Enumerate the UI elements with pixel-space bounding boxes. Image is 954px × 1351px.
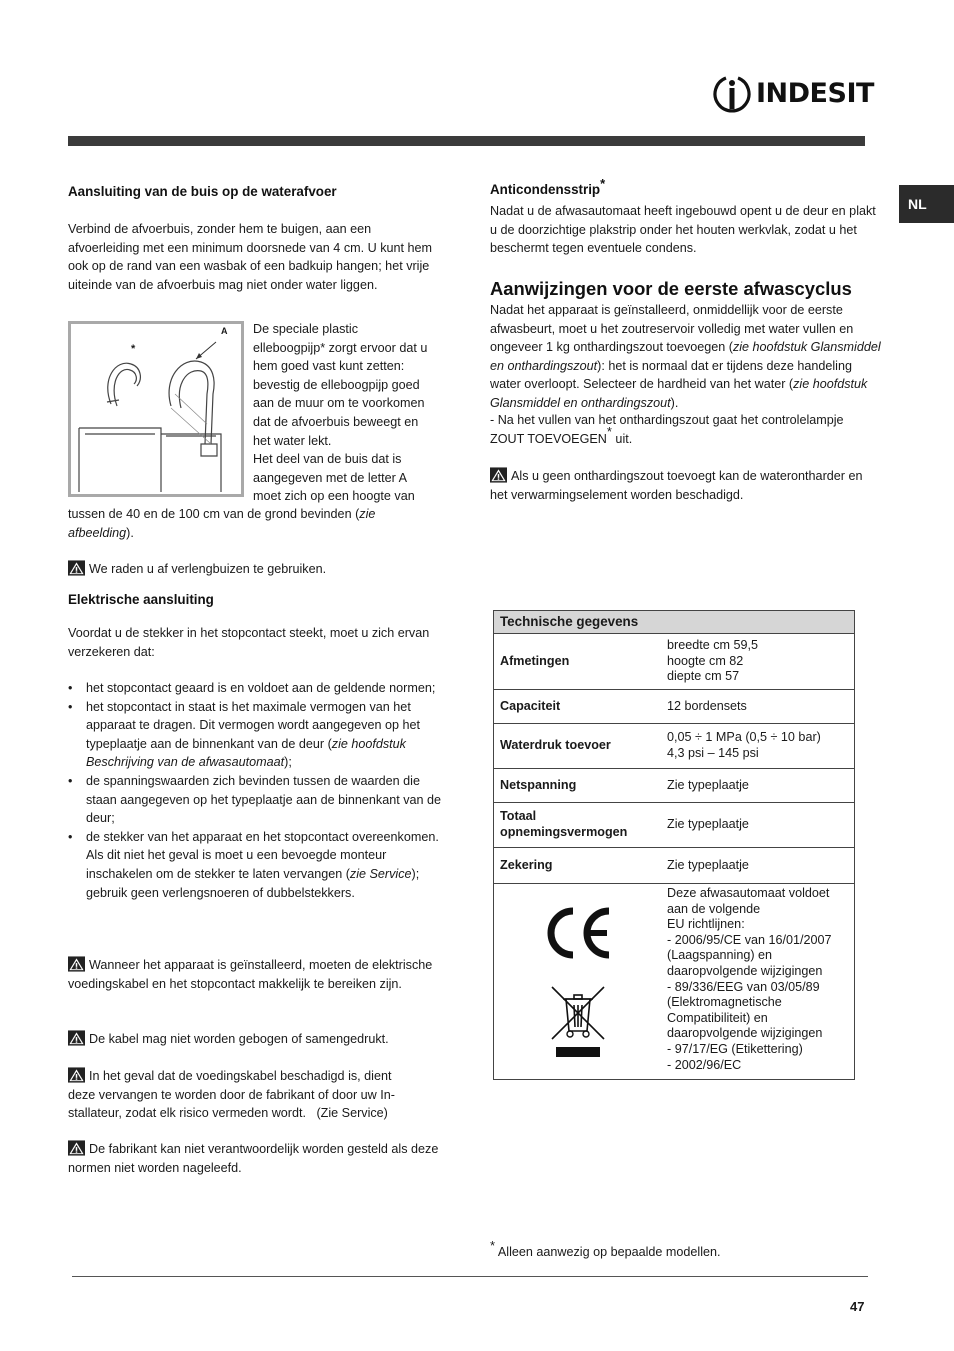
electric-intro: Voordat u de stekker in het stopcontact steekt, moet u zich ervan verzekeren dat: xyxy=(68,626,430,659)
section-title-drain: Aansluiting van de buis op de waterafvoer xyxy=(68,184,337,199)
warning-icon xyxy=(68,1030,85,1046)
anticondens-paragraph: Nadat u de afwasautomaat heeft ingebouwd opent u de deur en plakt u de doorzichtige plakstrip onder het houten werkvlak, zodat u het beschermt tegen eventuele condens. xyxy=(490,204,876,256)
drain-paragraph: Verbind de afvoerbuis, zonder hem te buigen, aan een afvoerleiding met een minimum doorsnede van 4 cm. U kunt hem ook op de rand van een wasbak of een badkuip hangen; het vrije uiteinde van de afvoerbuis mag niet onder water liggen. xyxy=(68,222,432,292)
list-item: • de spanningswaarden zich bevinden tussen de waarden die staan aangegeven op het typeplaatje aan de binnenkant van de deur; xyxy=(68,772,446,828)
footnote: * Alleen aanwezig op bepaalde modellen. xyxy=(490,1237,721,1259)
figure-caption xyxy=(253,320,453,506)
warning-icon xyxy=(68,560,85,576)
section-title-anticondens: Anticondensstrip* xyxy=(490,175,606,197)
table-row: Capaciteit 12 bordensets xyxy=(494,690,855,724)
list-item: • het stopcontact geaard is en voldoet aan de geldende normen; xyxy=(68,679,446,698)
caption-line: moet zich op een hoogte van xyxy=(253,489,415,504)
caption-line: bevestig de elleboogpijp goed xyxy=(253,377,420,392)
table-row: Afmetingen breedte cm 59,5 hoogte cm 82 diepte cm 57 xyxy=(494,634,855,690)
list-item: • het stopcontact in staat is het maximale vermogen van het apparaat te dragen. Dit vermogen wordt aangegeven op het typeplaatje aan de binnenkant van de deur (zie hoofdstuk Beschrijving van de afwasautomaat); xyxy=(68,698,446,772)
tech-specs-table xyxy=(493,610,855,1080)
warning-accessible: Wanneer het apparaat is geïnstalleerd, moeten de elektrische voedingskabel en het stopcontact makkelijk te bereiken zijn. xyxy=(68,958,433,991)
drain-figure xyxy=(68,321,244,497)
warning-bend: De kabel mag niet worden gebogen of samengedrukt. xyxy=(68,1030,446,1049)
warning-salt: Als u geen onthardingszout toevoegt kan de waterontharder en het verwarmingselement worden beschadigd. xyxy=(490,469,863,502)
table-row: Netspanning Zie typeplaatje xyxy=(494,769,855,803)
electric-checklist xyxy=(68,679,446,902)
ce-mark-icon xyxy=(543,905,613,961)
drain-hose-illustration xyxy=(71,324,241,494)
first-cycle-paragraph: Nadat het apparaat is geïnstalleerd, onmiddellijk voor de eerste afwasbeurt, moet u het zoutreservoir volledig met water vullen en ongeveer 1 kg onthardingszout toevoegen (zie hoofdstuk Glansmiddel en onthardingszout): het is normaal dat er tijdens deze handeling water overloopt. Selecteer de hardheid van het water (zie hoofdstuk Glansmiddel en onthardingszout). xyxy=(490,303,881,410)
caption-line: dat de afvoerbuis beweegt en xyxy=(253,414,419,429)
caption-line: het water lekt. xyxy=(253,433,332,448)
section-title-first-cycle: Aanwijzingen voor de eerste afwascyclus xyxy=(490,278,852,299)
brand-name: INDESIT xyxy=(756,78,874,109)
warning-icon xyxy=(68,956,85,972)
list-item: • de stekker van het apparaat en het stopcontact overeenkomen. Als dit niet het geval is moet u een bevoegde monteur inschakelen om de stekker te laten vervangen (zie Service); gebruik geen verlengsnoeren of dubbelstekkers. xyxy=(68,828,446,902)
weee-bin-icon xyxy=(548,985,608,1059)
table-title: Technische gegevens xyxy=(494,611,855,634)
caption-line: De speciale plastic xyxy=(253,322,358,336)
figure-label-star: * xyxy=(131,343,136,355)
language-tab: NL xyxy=(899,185,954,223)
caption-line: elleboogpijp* zorgt ervoor dat u xyxy=(253,340,428,355)
table-row: Waterdruk toevoer 0,05 ÷ 1 MPa (0,5 ÷ 10 bar) 4,3 psi – 145 psi xyxy=(494,724,855,769)
warning-manufacturer: De fabrikant kan niet verantwoordelijk worden gesteld als deze normen niet worden nageleefd. xyxy=(68,1142,439,1175)
indesit-logo xyxy=(712,74,874,114)
warning-extension: We raden u af verlengbuizen te gebruiken. xyxy=(68,560,446,579)
ce-directives: Deze afwasautomaat voldoet aan de volgende EU richtlijnen: - 2006/95/CE van 16/01/2007 (Laagspanning) en daaropvolgende wijzigingen - 89/336/EEG van 03/05/89 (Elektromagnetische Compatibiliteit) en daaropvolgende wijzigingen - 97/17/EG (Etikettering) - 2002/96/EC xyxy=(661,884,855,1080)
table-row xyxy=(494,884,855,1080)
caption-line: Het deel van de buis dat is xyxy=(253,452,402,467)
table-header-row xyxy=(494,611,855,634)
caption-line: hem goed vast kunt zetten: xyxy=(253,359,405,374)
header-bar xyxy=(68,136,865,146)
page-number: 47 xyxy=(850,1299,865,1314)
section-title-electric: Elektrische aansluiting xyxy=(68,592,214,607)
caption-line: aangegeven met de letter A xyxy=(253,470,408,485)
warning-icon xyxy=(68,1140,85,1156)
footer-divider xyxy=(72,1276,868,1277)
warning-icon xyxy=(68,1067,85,1083)
figure-caption-cont: tussen de 40 en de 100 cm van de grond bevinden (zie afbeelding). xyxy=(68,507,376,540)
warning-icon xyxy=(490,467,507,483)
salt-lamp-note: - Na het vullen van het onthardingszout gaat het controlelampje ZOUT TOEVOEGEN* uit. xyxy=(490,413,844,446)
figure-label-a: A xyxy=(221,326,228,336)
table-row: Totaal opnemingsvermogen Zie typeplaatje xyxy=(494,803,855,848)
logo-i-icon xyxy=(712,74,752,114)
caption-line: aan de muur om te voorkomen xyxy=(253,396,425,411)
warning-damaged-cable: In het geval dat de voedingskabel beschadigd is, dient deze vervangen te worden door de fabrikant of door uw In- stallateur, zodat elk risico vermeden wordt. (Zie Service) xyxy=(68,1069,395,1121)
table-row: Zekering Zie typeplaatje xyxy=(494,848,855,884)
